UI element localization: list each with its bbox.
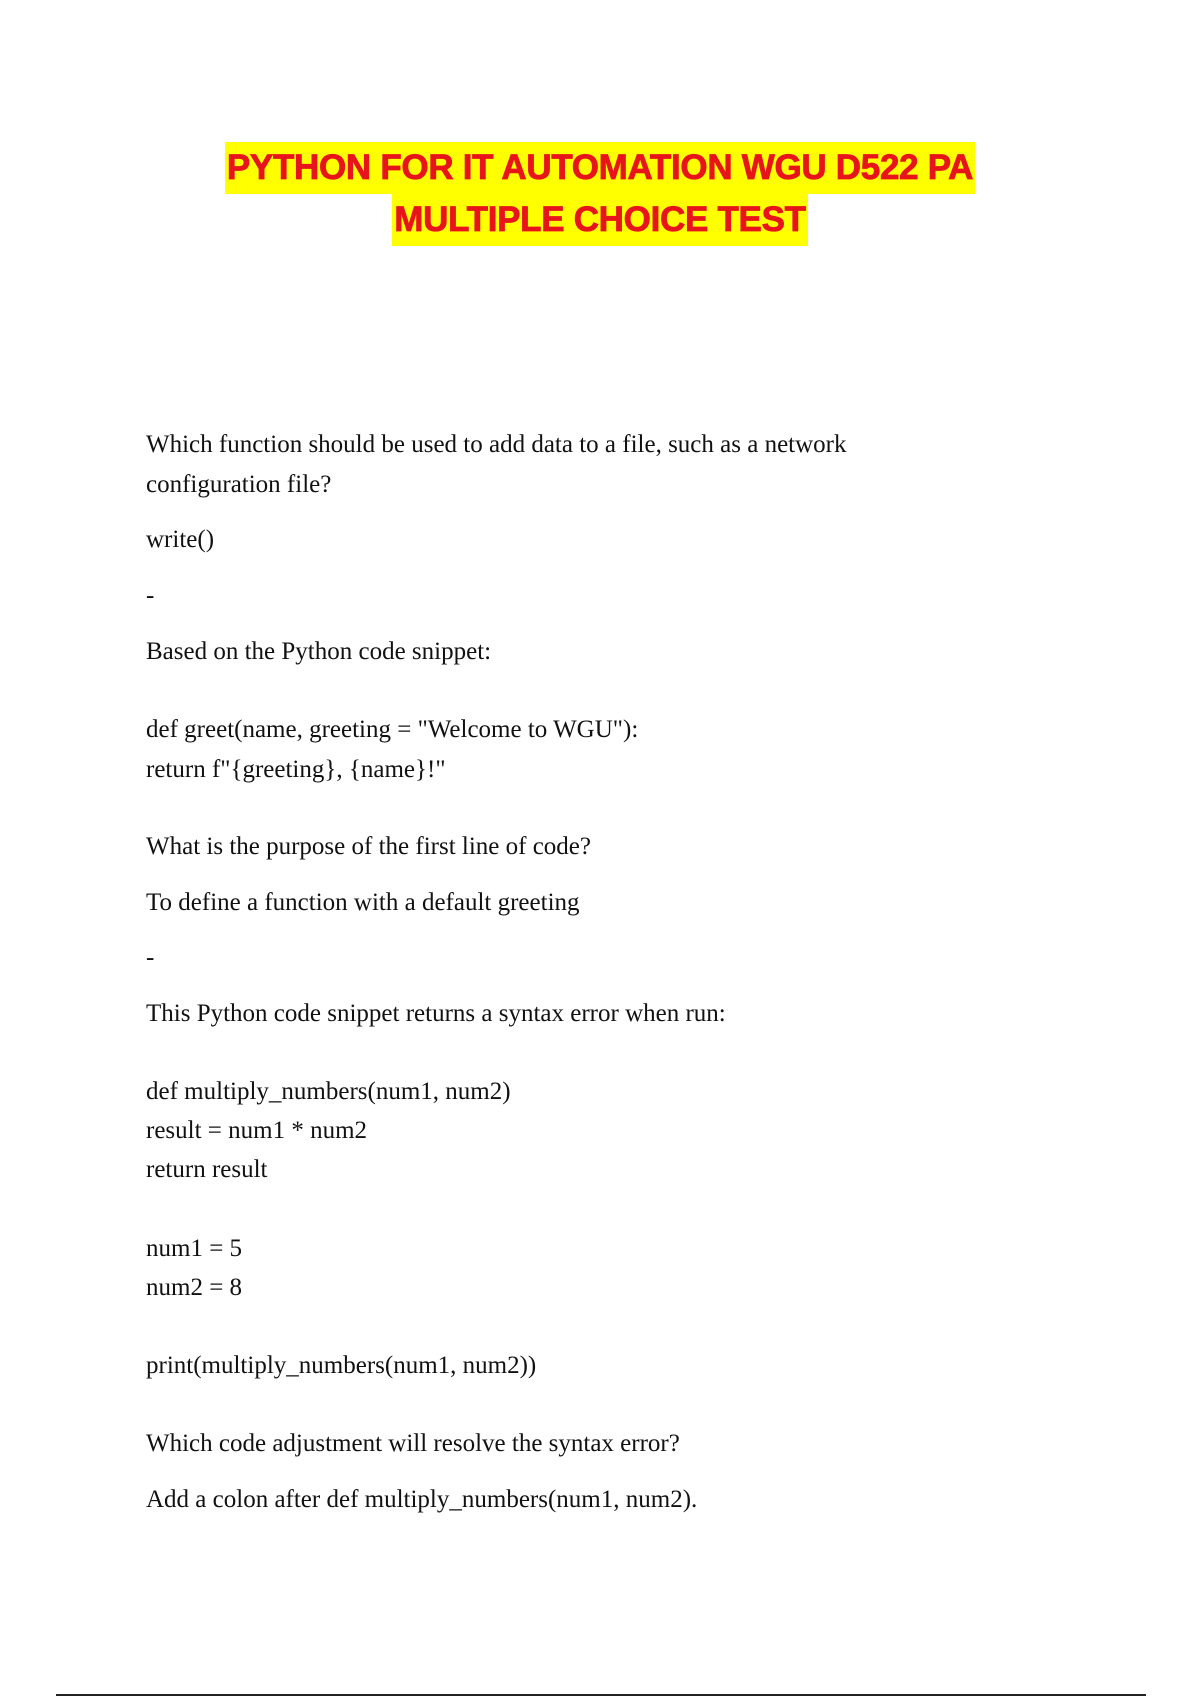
q2-code-line-1: def greet(name, greeting = "Welcome to WGU"): bbox=[146, 716, 639, 743]
q2-code-line-2: return f"{greeting}, {name}!" bbox=[146, 756, 446, 783]
q3-code-line-6: print(multiply_numbers(num1, num2)) bbox=[146, 1352, 537, 1379]
q2-question: What is the purpose of the first line of code? bbox=[146, 833, 591, 860]
q2-answer: To define a function with a default greeting bbox=[146, 889, 580, 916]
q2-intro: Based on the Python code snippet: bbox=[146, 638, 492, 665]
q3-code-line-2: result = num1 * num2 bbox=[146, 1117, 368, 1144]
q1-question-line-1: Which function should be used to add data to a file, such as a network bbox=[146, 431, 847, 458]
q3-code-line-1: def multiply_numbers(num1, num2) bbox=[146, 1078, 511, 1105]
q2-separator: - bbox=[146, 944, 155, 971]
document-title bbox=[0, 142, 1200, 246]
title-line-2: MULTIPLE CHOICE TEST bbox=[392, 194, 807, 246]
q3-question: Which code adjustment will resolve the syntax error? bbox=[146, 1430, 680, 1457]
q1-question-line-2: configuration file? bbox=[146, 471, 332, 498]
title-line-1: PYTHON FOR IT AUTOMATION WGU D522 PA bbox=[225, 142, 975, 194]
q3-answer: Add a colon after def multiply_numbers(num1, num2). bbox=[146, 1486, 698, 1513]
bottom-divider bbox=[56, 1694, 1146, 1696]
q1-answer: write() bbox=[146, 526, 215, 553]
q3-code-line-4: num1 = 5 bbox=[146, 1235, 243, 1262]
q3-code-line-5: num2 = 8 bbox=[146, 1274, 243, 1301]
q3-intro: This Python code snippet returns a syntax error when run: bbox=[146, 1000, 726, 1027]
q1-separator: - bbox=[146, 582, 155, 609]
q3-code-line-3: return result bbox=[146, 1156, 268, 1183]
